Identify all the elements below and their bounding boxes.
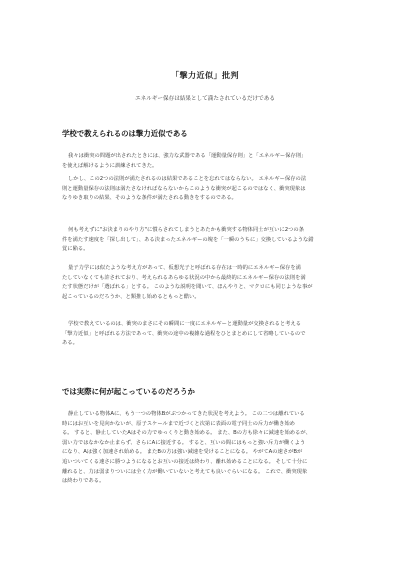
paragraph-line: たす状態だけが「選ばれる」とする。 このような説明を聞いて、ほんやりと、マクロにも同じような事が [62, 284, 313, 291]
paragraph-line: 学校で教えているのは、衝突のまさにその瞬間に一度にエネルギーと運動量が交換されると考える [68, 321, 302, 327]
paragraph [62, 175, 358, 204]
paragraph [62, 410, 358, 487]
paragraph-line: 弱い力ではなかなか止まらず、さらにAに接近する。 すると、互いの間にはもっと強い斥力が働くよう [62, 439, 306, 446]
paragraph-line: 追いついてくる速さに勝つようになるとお互いの接近は終わり、離れ始めることになる。 そして十分に [62, 458, 308, 465]
paragraph-line: 量子力学には似たような考え方があって、仮想光子と呼ばれる存在は一時的にエネルギー保存を満 [68, 265, 301, 271]
paragraph-line: 件を満たす速度を「探し出して」、ある決まったエネルギーの塊を「一瞬のうちに」交換しているような錯 [62, 236, 314, 243]
paragraph-line: 起こっているのだろうか、と類推し始めるともっと酷い。 [62, 293, 200, 300]
page-subtitle: エネルギー保存は結果として満たされているだけである [135, 96, 275, 102]
paragraph-line: しかし、この2つの法則が満たされるのは結果であることを忘れてはならない。 エネルギー保存の法 [68, 176, 307, 182]
paragraph-line: 何も考えずに"お決まりのやり方"に慣らされてしまうとあたかも衝突する物体同士が互いに2つの条 [68, 227, 305, 233]
paragraph-line: なりゆき取りの結果、そのような条件が満たされる動きをするのである。 [62, 195, 237, 202]
paragraph [62, 152, 358, 171]
section-heading: では実際に何が起こっているのだろうか [62, 387, 195, 396]
paragraph [62, 226, 358, 255]
paragraph-line: 「撃力近似」と呼ばれる方法であって、衝突の途中の複雑な過程をひとまとめにして省略しているので [62, 330, 306, 337]
page-title: 「撃力近似」批判 [171, 71, 239, 80]
paragraph-line: は終わりである。 [62, 478, 105, 485]
paragraph-line: たしていなくても許されており、考えられるあらゆる状況の中から最終的にエネルギー保存の法則を満 [62, 274, 306, 281]
paragraph-line: 覚に陥る。 [62, 246, 89, 253]
paragraph-line: 離れると、力は弱まりついには全く力が働いていないと考えても良いぐらいになる。 これで、衝突現象 [62, 468, 308, 475]
paragraph-line: る。 すると、静止していたAはその力でゆっくりと動き始める。 また、Bの方も徐々に減速を始めるが、 [62, 430, 311, 437]
paragraph [62, 264, 358, 302]
paragraph-line: 我々は衝突の問題が出されたときには、強力な武器である「運動量保存則」と「エネルギー保存則」 [68, 153, 307, 159]
paragraph-line: 則と運動量保存の法則は満たさなければならないからこのような衝突が起こるのではなく、衝突現象は [62, 185, 306, 192]
paragraph-line: になり、Aは強く加速され始める。 またBの方は強い減速を受けることになる。 やがてAの速さがBが [62, 449, 303, 456]
section-heading: 学校で教えられるのは撃力近似である [62, 129, 188, 138]
paragraph [62, 320, 358, 349]
paragraph-line: ある。 [62, 340, 78, 347]
paragraph-line: 時にはお互いを見向かないが、原子スケールまで近づくと次第に表面の電子同士の斥力が働き始め [62, 420, 295, 427]
paragraph-line: 静止している物体Aに、もう一つの物体Bがぶつかってきた状況を考えよう。 この二つは離れている [68, 411, 305, 417]
paragraph-line: を使えば解けるように訓練されてきた。 [62, 162, 158, 169]
